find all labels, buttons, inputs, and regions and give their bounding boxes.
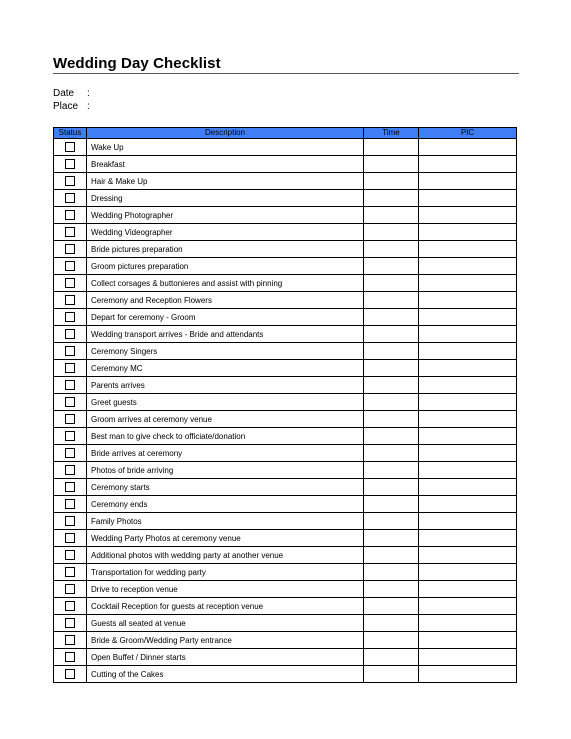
pic-cell[interactable] <box>419 173 517 190</box>
status-cell <box>54 513 87 530</box>
pic-cell[interactable] <box>419 462 517 479</box>
time-cell[interactable] <box>364 581 419 598</box>
pic-cell[interactable] <box>419 496 517 513</box>
checkbox-icon[interactable] <box>65 618 75 628</box>
checkbox-icon[interactable] <box>65 465 75 475</box>
status-cell <box>54 666 87 683</box>
status-cell <box>54 547 87 564</box>
status-cell <box>54 326 87 343</box>
pic-cell[interactable] <box>419 632 517 649</box>
checkbox-icon[interactable] <box>65 278 75 288</box>
time-cell[interactable] <box>364 649 419 666</box>
description-cell: Groom pictures preparation <box>87 258 364 275</box>
description-cell: Ceremony starts <box>87 479 364 496</box>
checkbox-icon[interactable] <box>65 397 75 407</box>
status-cell <box>54 394 87 411</box>
description-cell: Ceremony ends <box>87 496 364 513</box>
status-cell <box>54 632 87 649</box>
status-cell <box>54 241 87 258</box>
checkbox-icon[interactable] <box>65 448 75 458</box>
checkbox-icon[interactable] <box>65 533 75 543</box>
pic-cell[interactable] <box>419 258 517 275</box>
description-cell: Additional photos with wedding party at another venue <box>87 547 364 564</box>
status-cell <box>54 156 87 173</box>
table-row <box>54 156 517 173</box>
description-cell: Ceremony Singers <box>87 343 364 360</box>
table-row <box>54 479 517 496</box>
table-row <box>54 632 517 649</box>
table-row <box>54 513 517 530</box>
pic-cell[interactable] <box>419 292 517 309</box>
table-row <box>54 666 517 683</box>
checkbox-icon[interactable] <box>65 652 75 662</box>
status-cell <box>54 462 87 479</box>
place-label: Place <box>53 101 79 112</box>
pic-cell[interactable] <box>419 666 517 683</box>
status-cell <box>54 258 87 275</box>
description-cell: Cocktail Reception for guests at reception venue <box>87 598 364 615</box>
time-cell[interactable] <box>364 445 419 462</box>
table-row <box>54 445 517 462</box>
checkbox-icon[interactable] <box>65 159 75 169</box>
table-row <box>54 190 517 207</box>
time-cell[interactable] <box>364 241 419 258</box>
time-cell[interactable] <box>364 156 419 173</box>
pic-cell[interactable] <box>419 377 517 394</box>
description-cell: Drive to reception venue <box>87 581 364 598</box>
time-cell[interactable] <box>364 360 419 377</box>
time-cell[interactable] <box>364 547 419 564</box>
checkbox-icon[interactable] <box>65 142 75 152</box>
table-row <box>54 326 517 343</box>
description-cell: Bride arrives at ceremony <box>87 445 364 462</box>
description-cell: Groom arrives at ceremony venue <box>87 411 364 428</box>
description-cell: Family Photos <box>87 513 364 530</box>
table-row <box>54 496 517 513</box>
checkbox-icon[interactable] <box>65 329 75 339</box>
description-cell: Photos of bride arriving <box>87 462 364 479</box>
description-cell: Wedding Photographer <box>87 207 364 224</box>
page-title: Wedding Day Checklist <box>53 55 221 72</box>
time-cell[interactable] <box>364 394 419 411</box>
time-cell[interactable] <box>364 139 419 156</box>
table-row <box>54 173 517 190</box>
date-label: Date <box>53 88 75 99</box>
table-row <box>54 428 517 445</box>
pic-cell[interactable] <box>419 139 517 156</box>
status-column-header: Status <box>54 128 87 139</box>
time-cell[interactable] <box>364 530 419 547</box>
status-cell <box>54 173 87 190</box>
checkbox-icon[interactable] <box>65 499 75 509</box>
pic-cell[interactable] <box>419 411 517 428</box>
time-cell[interactable] <box>364 343 419 360</box>
status-cell <box>54 377 87 394</box>
pic-cell[interactable] <box>419 190 517 207</box>
checkbox-icon[interactable] <box>65 193 75 203</box>
checkbox-icon[interactable] <box>65 584 75 594</box>
checkbox-icon[interactable] <box>65 176 75 186</box>
checkbox-icon[interactable] <box>65 567 75 577</box>
status-cell <box>54 428 87 445</box>
table-row <box>54 581 517 598</box>
pic-cell[interactable] <box>419 445 517 462</box>
table-header-row <box>54 128 517 139</box>
time-cell[interactable] <box>364 632 419 649</box>
status-cell <box>54 224 87 241</box>
description-column-header: Description <box>87 128 364 139</box>
time-cell[interactable] <box>364 462 419 479</box>
time-cell[interactable] <box>364 479 419 496</box>
time-cell[interactable] <box>364 377 419 394</box>
pic-cell[interactable] <box>419 530 517 547</box>
pic-cell[interactable] <box>419 156 517 173</box>
status-cell <box>54 598 87 615</box>
pic-cell[interactable] <box>419 615 517 632</box>
time-cell[interactable] <box>364 428 419 445</box>
checklist-table <box>53 127 517 683</box>
status-cell <box>54 649 87 666</box>
status-cell <box>54 275 87 292</box>
description-cell: Greet guests <box>87 394 364 411</box>
checkbox-icon[interactable] <box>65 635 75 645</box>
pic-cell[interactable] <box>419 207 517 224</box>
table-row <box>54 394 517 411</box>
description-cell: Wedding Party Photos at ceremony venue <box>87 530 364 547</box>
checkbox-icon[interactable] <box>65 346 75 356</box>
checkbox-icon[interactable] <box>65 414 75 424</box>
table-row <box>54 360 517 377</box>
date-separator: : <box>87 88 90 99</box>
description-cell: Wedding Videographer <box>87 224 364 241</box>
status-cell <box>54 360 87 377</box>
checkbox-icon[interactable] <box>65 210 75 220</box>
description-cell: Wake Up <box>87 139 364 156</box>
pic-cell[interactable] <box>419 224 517 241</box>
pic-cell[interactable] <box>419 564 517 581</box>
description-cell: Wedding transport arrives - Bride and attendants <box>87 326 364 343</box>
pic-cell[interactable] <box>419 479 517 496</box>
description-cell: Cutting of the Cakes <box>87 666 364 683</box>
checkbox-icon[interactable] <box>65 312 75 322</box>
place-line <box>53 101 90 112</box>
time-cell[interactable] <box>364 275 419 292</box>
time-cell[interactable] <box>364 564 419 581</box>
status-cell <box>54 343 87 360</box>
checkbox-icon[interactable] <box>65 261 75 271</box>
checkbox-icon[interactable] <box>65 669 75 679</box>
table-row <box>54 564 517 581</box>
pic-cell[interactable] <box>419 360 517 377</box>
description-cell: Depart for ceremony - Groom <box>87 309 364 326</box>
checkbox-icon[interactable] <box>65 295 75 305</box>
status-cell <box>54 581 87 598</box>
time-cell[interactable] <box>364 292 419 309</box>
checkbox-icon[interactable] <box>65 363 75 373</box>
checkbox-icon[interactable] <box>65 516 75 526</box>
status-cell <box>54 445 87 462</box>
status-cell <box>54 292 87 309</box>
description-cell: Collect corsages & buttonieres and assist with pinning <box>87 275 364 292</box>
time-cell[interactable] <box>364 615 419 632</box>
pic-cell[interactable] <box>419 428 517 445</box>
table-row <box>54 224 517 241</box>
description-cell: Parents arrives <box>87 377 364 394</box>
time-cell[interactable] <box>364 224 419 241</box>
table-row <box>54 292 517 309</box>
pic-cell[interactable] <box>419 394 517 411</box>
description-cell: Hair & Make Up <box>87 173 364 190</box>
checkbox-icon[interactable] <box>65 227 75 237</box>
description-cell: Open Buffet / Dinner starts <box>87 649 364 666</box>
table-row <box>54 649 517 666</box>
status-cell <box>54 190 87 207</box>
table-row <box>54 598 517 615</box>
status-cell <box>54 139 87 156</box>
time-cell[interactable] <box>364 598 419 615</box>
pic-cell[interactable] <box>419 326 517 343</box>
table-row <box>54 462 517 479</box>
pic-cell[interactable] <box>419 275 517 292</box>
table-row <box>54 377 517 394</box>
pic-cell[interactable] <box>419 513 517 530</box>
time-cell[interactable] <box>364 190 419 207</box>
table-row <box>54 241 517 258</box>
checkbox-icon[interactable] <box>65 380 75 390</box>
time-cell[interactable] <box>364 411 419 428</box>
time-cell[interactable] <box>364 496 419 513</box>
status-cell <box>54 479 87 496</box>
description-cell: Best man to give check to officiate/donation <box>87 428 364 445</box>
table-row <box>54 309 517 326</box>
time-cell[interactable] <box>364 326 419 343</box>
pic-cell[interactable] <box>419 343 517 360</box>
table-row <box>54 258 517 275</box>
place-separator: : <box>87 101 90 112</box>
time-cell[interactable] <box>364 207 419 224</box>
status-cell <box>54 496 87 513</box>
pic-column-header: PIC <box>419 128 517 139</box>
table-row <box>54 547 517 564</box>
time-cell[interactable] <box>364 513 419 530</box>
checkbox-icon[interactable] <box>65 431 75 441</box>
status-cell <box>54 411 87 428</box>
table-row <box>54 207 517 224</box>
status-cell <box>54 530 87 547</box>
description-cell: Transportation for wedding party <box>87 564 364 581</box>
time-cell[interactable] <box>364 666 419 683</box>
description-cell: Dressing <box>87 190 364 207</box>
table-row <box>54 139 517 156</box>
pic-cell[interactable] <box>419 581 517 598</box>
checkbox-icon[interactable] <box>65 244 75 254</box>
table-row <box>54 275 517 292</box>
status-cell <box>54 615 87 632</box>
checkbox-icon[interactable] <box>65 482 75 492</box>
time-cell[interactable] <box>364 258 419 275</box>
description-cell: Breakfast <box>87 156 364 173</box>
description-cell: Bride & Groom/Wedding Party entrance <box>87 632 364 649</box>
time-cell[interactable] <box>364 173 419 190</box>
status-cell <box>54 309 87 326</box>
table-row <box>54 411 517 428</box>
status-cell <box>54 564 87 581</box>
time-column-header: Time <box>364 128 419 139</box>
date-line <box>53 88 90 99</box>
pic-cell[interactable] <box>419 309 517 326</box>
status-cell <box>54 207 87 224</box>
checkbox-icon[interactable] <box>65 550 75 560</box>
description-cell: Bride pictures preparation <box>87 241 364 258</box>
pic-cell[interactable] <box>419 241 517 258</box>
title-divider <box>53 73 519 74</box>
description-cell: Guests all seated at venue <box>87 615 364 632</box>
table-row <box>54 343 517 360</box>
pic-cell[interactable] <box>419 598 517 615</box>
description-cell: Ceremony MC <box>87 360 364 377</box>
table-row <box>54 530 517 547</box>
description-cell: Ceremony and Reception Flowers <box>87 292 364 309</box>
pic-cell[interactable] <box>419 547 517 564</box>
checkbox-icon[interactable] <box>65 601 75 611</box>
checklist-rows <box>54 139 517 683</box>
time-cell[interactable] <box>364 309 419 326</box>
table-row <box>54 615 517 632</box>
pic-cell[interactable] <box>419 649 517 666</box>
